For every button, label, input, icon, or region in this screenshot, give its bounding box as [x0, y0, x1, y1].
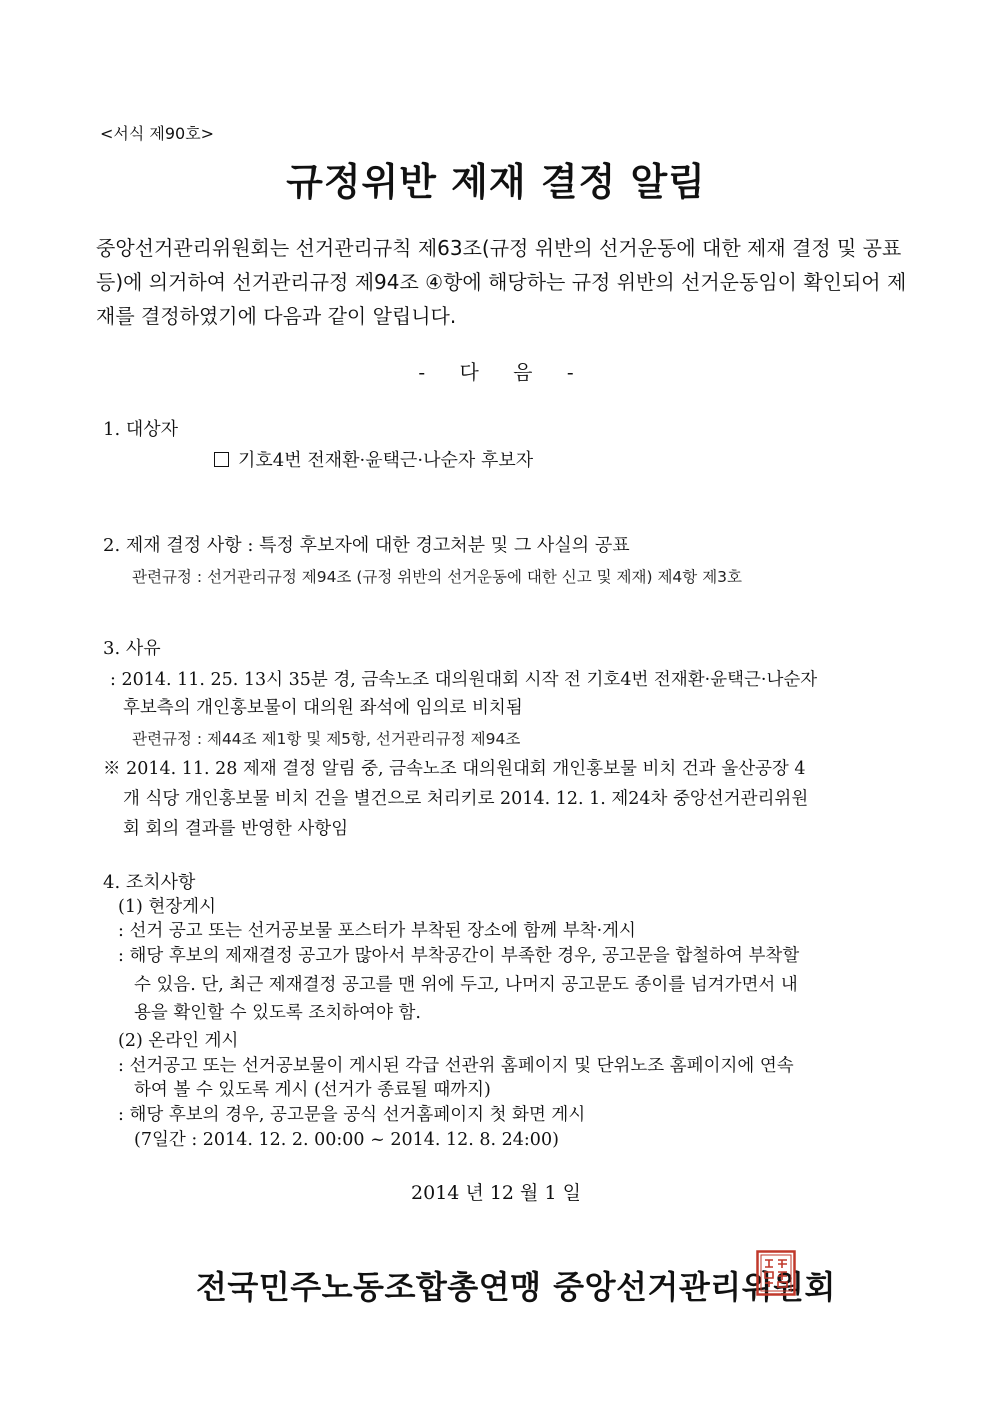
section1-item	[214, 446, 533, 472]
issue-date: 2014 년 12 월 1 일	[411, 1182, 581, 1204]
intro-line: 등)에 의거하여 선거관리규정 제94조 ④항에 해당하는 규정 위반의 선거운동임이 확인되어 제	[96, 270, 907, 294]
intro-paragraph	[96, 231, 907, 333]
section2-related: 관련규정 : 선거관리규정 제94조 (규정 위반의 선거운동에 대한 신고 및 제재) 제4항 제3호	[132, 568, 742, 586]
section4-sub1-title: (1) 현장게시	[118, 897, 216, 917]
section4-sub2-line: : 해당 후보의 경우, 공고문을 공식 선거홈페이지 첫 화면 게시	[118, 1105, 586, 1125]
section4-sub2-line: (7일간 : 2014. 12. 2. 00:00 ~ 2014. 12. 8. 24:00)	[134, 1130, 559, 1150]
section3-related: 관련규정 : 제44조 제1항 및 제5항, 선거관리규정 제94조	[132, 730, 521, 748]
section1-title: 1. 대상자	[103, 419, 179, 440]
section4-sub1-line: : 해당 후보의 제재결정 공고가 많아서 부착공간이 부족한 경우, 공고문을 합철하여 부착할	[118, 946, 800, 966]
section3-note-line: 회 회의 결과를 반영한 사항임	[123, 819, 349, 839]
section4-sub2-title: (2) 온라인 게시	[118, 1031, 239, 1051]
section3-reason-line: : 2014. 11. 25. 13시 35분 경, 금속노조 대의원대회 시작 전 기호4번 전재환·윤택근·나순자	[110, 670, 818, 690]
page-title: 규정위반 제재 결정 알림	[286, 160, 706, 204]
intro-line: 중앙선거관리위원회는 선거관리규칙 제63조(규정 위반의 선거운동에 대한 제재 결정 및 공표	[96, 236, 902, 260]
section4-sub1-line: : 선거 공고 또는 선거공보물 포스터가 부착된 장소에 함께 부착·게시	[118, 921, 636, 941]
checkbox-icon	[214, 452, 229, 467]
section3-title: 3. 사유	[103, 638, 161, 659]
section3-reason-line: 후보측의 개인홍보물이 대의원 좌석에 임의로 비치됨	[123, 698, 523, 718]
section2-title: 2. 제재 결정 사항 : 특정 후보자에 대한 경고처분 및 그 사실의 공표	[103, 535, 630, 556]
section1-item-text: 기호4번 전재환·윤택근·나순자 후보자	[238, 450, 534, 471]
section4-title: 4. 조치사항	[103, 872, 196, 893]
section4-sub1-line: 수 있음. 단, 최근 제재결정 공고를 맨 위에 두고, 나머지 공고문도 종이를 넘겨가면서 내	[134, 975, 798, 995]
seal-stamp-icon	[756, 1250, 796, 1296]
section-heading: - 다 음 -	[418, 360, 574, 384]
form-number: <서식 제90호>	[100, 124, 215, 143]
section3-note-line: ※ 2014. 11. 28 제재 결정 알림 중, 금속노조 대의원대회 개인홍보물 비치 건과 울산공장 4	[103, 759, 806, 779]
section4-sub1-line: 용을 확인할 수 있도록 조치하여야 함.	[134, 1003, 421, 1023]
section4-sub2-line: 하여 볼 수 있도록 게시 (선거가 종료될 때까지)	[134, 1080, 491, 1100]
section3-note-line: 개 식당 개인홍보물 비치 건을 별건으로 처리키로 2014. 12. 1. 제24차 중앙선거관리위원	[123, 789, 809, 809]
section4-sub2-line: : 선거공고 또는 선거공보물이 게시된 각급 선관위 홈페이지 및 단위노조 홈페이지에 연속	[118, 1056, 794, 1076]
organization-name: 전국민주노동조합총연맹 중앙선거관리위원회	[196, 1268, 836, 1306]
intro-line: 재를 결정하였기에 다음과 같이 알립니다.	[96, 304, 457, 328]
